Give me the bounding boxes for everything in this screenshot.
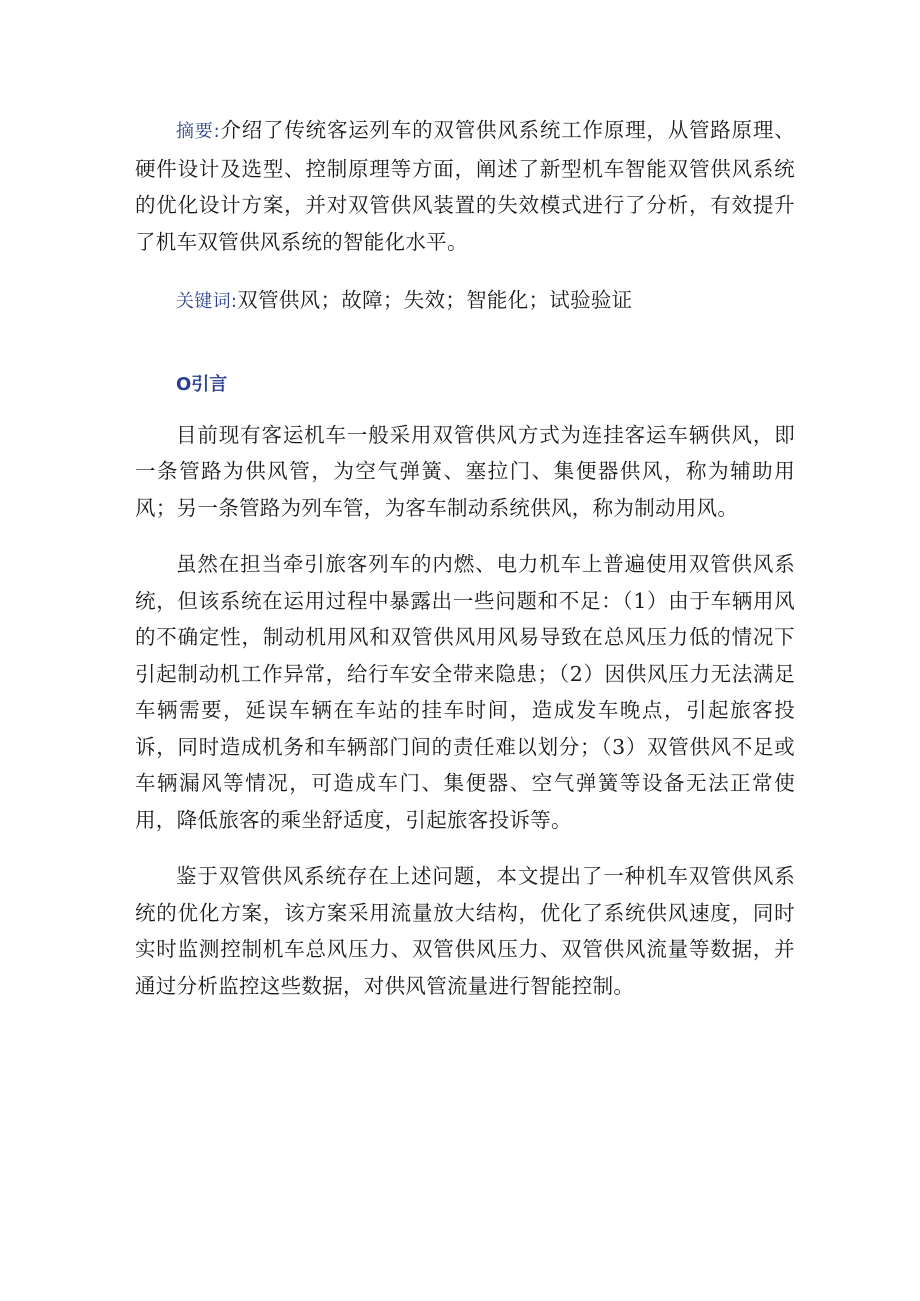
abstract-label: 摘要: [176,121,220,142]
abstract-text: 介绍了传统客运列车的双管供风系统工作原理，从管路原理、硬件设计及选型、控制原理等方面，阐述了新型机车智能双管供风系统的优化设计方案，并对双管供风装置的失效模式进行了分析，有效提升了机车双管供风系统的智能化水平。 [135,118,795,254]
body-paragraph-1: 目前现有客运机车一般采用双管供风方式为连挂客运车辆供风，即一条管路为供风管，为空气弹簧、塞拉门、集便器供风，称为辅助用风；另一条管路为列车管，为客车制动系统供风，称为制动用风。 [135,422,795,520]
body-paragraph-3: 鉴于双管供风系统存在上述问题，本文提出了一种机车双管供风系统的优化方案，该方案采用流量放大结构，优化了系统供风速度，同时实时监测控制机车总风压力、双管供风压力、双管供风流量等数据，并通过分析监控这些数据，对供风管流量进行智能控制。 [135,864,795,998]
document-content [135,112,795,1024]
body-paragraph-2: 虽然在担当牵引旅客列车的内燃、电力机车上普遍使用双管供风系统，但该系统在运用过程中暴露出一些问题和不足：（1）由于车辆用风的不确定性，制动机用风和双管供风用风易导致在总风压力低的情况下引起制动机工作异常，给行车安全带来隐患；（2）因供风压力无法满足车辆需要，延误车辆在车站的挂车时间，造成发车晚点，引起旅客投诉，同时造成机务和车辆部门间的责任难以划分；（3）双管供风不足或车辆漏风等情况，可造成车门、集便器、空气弹簧等设备无法正常使用，降低旅客的乘坐舒适度，引起旅客投诉等。 [135,552,795,832]
section-heading: O引言 [176,373,228,395]
keywords-paragraph [135,282,795,321]
abstract-paragraph [135,112,795,260]
keywords-label: 关键词: [176,291,238,312]
keywords-text: 双管供风；故障；失效；智能化；试验验证 [237,288,633,312]
